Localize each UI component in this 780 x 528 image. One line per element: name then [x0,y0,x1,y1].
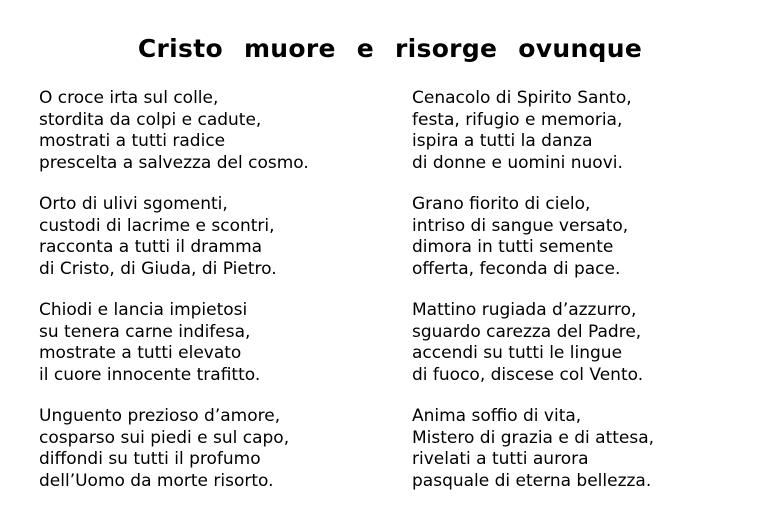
verse-line: O croce irta sul colle, [39,88,219,108]
stanza [412,88,654,174]
verse-line: ispira a tutti la danza [412,131,593,151]
stanza [412,194,654,280]
right-column [412,88,654,492]
verse-line: accendi su tutti le lingue [412,343,623,363]
verse-line: sguardo carezza del Padre, [412,321,642,342]
verse-line: Anima soffio di vita, [412,406,582,426]
left-column [39,88,309,492]
verse-line: offerta, feconda di pace. [412,258,621,279]
poem-title: Cristo muore e risorge ovunque [137,34,643,63]
verse-line: dimora in tutti semente [412,237,614,257]
verse-line: il cuore innocente trafitto. [39,364,261,385]
verse-line: Grano fiorito di cielo, [412,194,591,214]
verse-line: custodi di lacrime e scontri, [39,215,275,236]
verse-line: rivelati a tutti aurora [412,449,589,469]
verse-line: di fuoco, discese col Vento. [412,364,644,385]
stanza [39,406,309,492]
verse-line: di Cristo, di Giuda, di Pietro. [39,258,277,279]
stanza [412,406,654,492]
verse-line: dell’Uomo da morte risorto. [39,470,274,491]
verse-line: Orto di ulivi sgomenti, [39,194,228,214]
verse-line: cosparso sui piedi e sul capo, [39,427,290,448]
verse-line: prescelta a salvezza del cosmo. [39,152,309,173]
verse-line: Chiodi e lancia impietosi [39,300,248,320]
verse-line: Unguento prezioso d’amore, [39,406,281,426]
stanza [39,194,309,280]
stanza [412,300,654,386]
verse-line: racconta a tutti il dramma [39,237,263,257]
verse-line: intriso di sangue versato, [412,215,629,236]
verse-line: di donne e uomini nuovi. [412,152,623,173]
verse-line: Cenacolo di Spirito Santo, [412,88,632,108]
verse-line: mostrate a tutti elevato [39,343,242,363]
stanza [39,88,309,174]
verse-line: Mattino rugiada d’azzurro, [412,300,637,320]
verse-line: su tenera carne indifesa, [39,321,251,342]
verse-line: festa, rifugio e memoria, [412,109,623,130]
verse-line: Mistero di grazia e di attesa, [412,427,655,448]
verse-line: stordita da colpi e cadute, [39,109,262,130]
verse-line: pasquale di eterna bellezza. [412,470,652,491]
stanza [39,300,309,386]
verse-line: mostrati a tutti radice [39,131,226,151]
verse-line: diffondi su tutti il profumo [39,449,261,469]
